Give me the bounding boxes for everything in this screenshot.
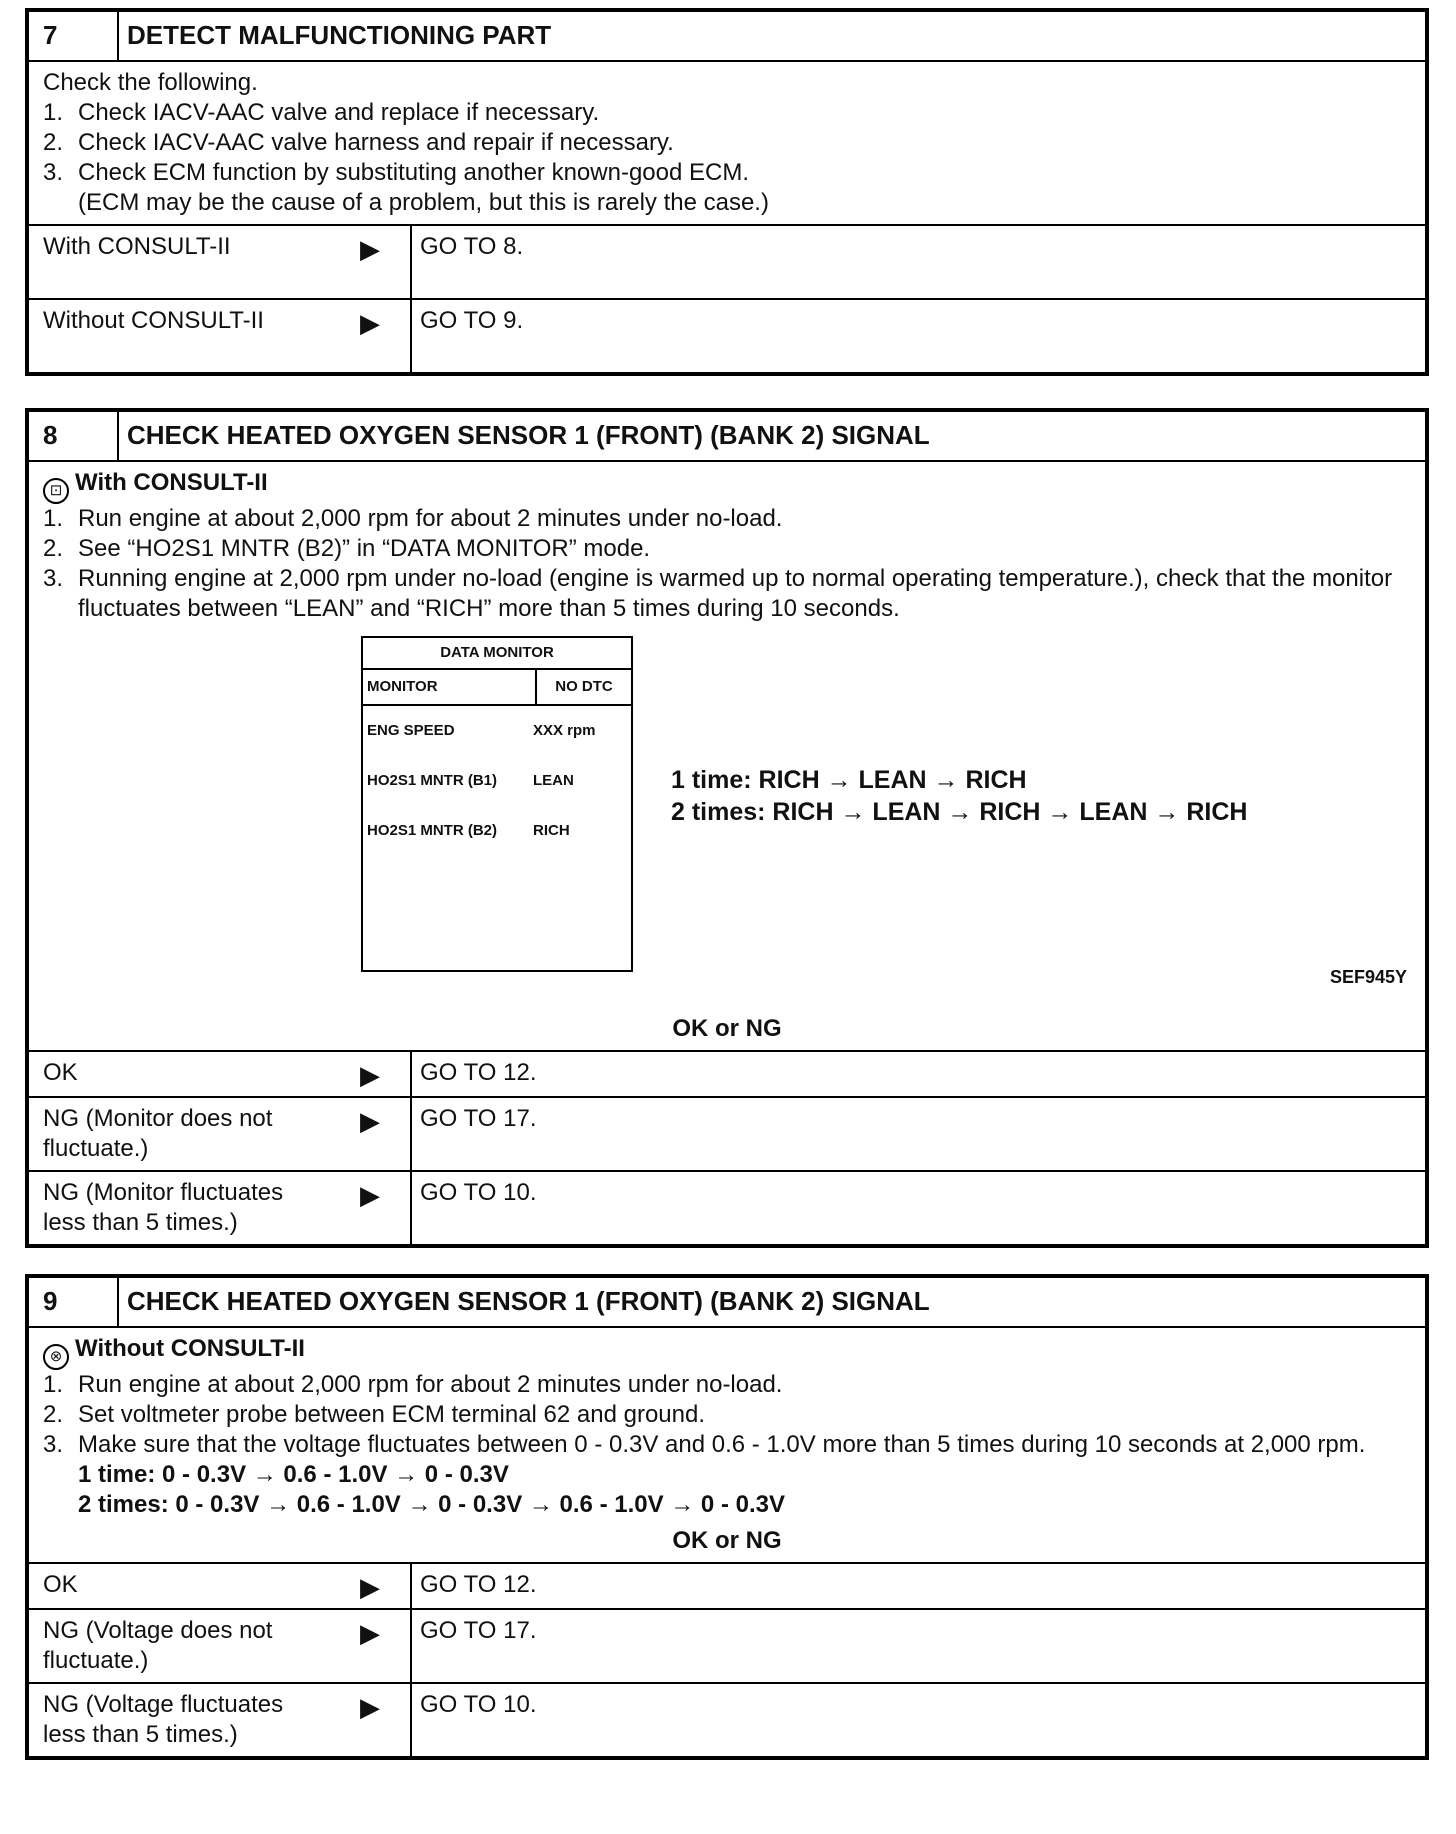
- result-row: [29, 1562, 1425, 1608]
- sequence-line: 2 times: RICH → LEAN → RICH → LEAN → RICH: [671, 798, 1248, 826]
- data-monitor-screen: [361, 636, 633, 972]
- item-text: Run engine at about 2,000 rpm for about 2 minutes under no-load.: [78, 505, 783, 532]
- consult-icon: ⊡: [43, 478, 69, 504]
- step-number: 8: [29, 412, 119, 460]
- result-row: [29, 1170, 1425, 1244]
- condition-label: Without CONSULT-II: [43, 307, 264, 334]
- result-row: [29, 1050, 1425, 1096]
- list-item: [43, 158, 1411, 188]
- item-text: See “HO2S1 MNTR (B2)” in “DATA MONITOR” mode.: [78, 535, 651, 562]
- condition-label: NG (Voltage fluctuates less than 5 times.): [43, 1691, 284, 1748]
- item-number: 1.: [43, 1371, 64, 1398]
- monitor-row: [363, 806, 631, 856]
- action-link[interactable]: GO TO 17.: [420, 1617, 537, 1644]
- monitor-key: HO2S1 MNTR (B2): [367, 822, 498, 839]
- result-row: [29, 1682, 1425, 1756]
- action-link[interactable]: GO TO 8.: [420, 233, 524, 260]
- voltage-sequence: 1 time: 0 - 0.3V → 0.6 - 1.0V → 0 - 0.3V: [78, 1461, 509, 1488]
- item-number: 1.: [43, 99, 64, 126]
- step-number: 7: [29, 12, 119, 60]
- arrow-icon: ▶: [360, 1692, 380, 1722]
- arrow-icon: ▶: [360, 1060, 380, 1090]
- step-header: [29, 1278, 1425, 1328]
- item-text: Run engine at about 2,000 rpm for about 2 minutes under no-load.: [78, 1371, 783, 1398]
- step-7-block: [25, 8, 1429, 376]
- item-text: Running engine at 2,000 rpm under no-load (engine is warmed up to normal operating temperature.), check that the monitor fluctuates between “LEAN” and “RICH” more than 5 times during 10 seconds.: [78, 565, 1393, 622]
- monitor-key: HO2S1 MNTR (B1): [367, 772, 498, 789]
- arrow-icon: ▶: [360, 1618, 380, 1648]
- list-item: [43, 504, 1411, 534]
- arrow-icon: ▶: [360, 308, 380, 338]
- mode-label: Without CONSULT-II: [75, 1335, 305, 1362]
- condition-label: NG (Monitor fluctuates less than 5 times.): [43, 1179, 284, 1236]
- monitor-value: XXX rpm: [533, 722, 596, 739]
- sequence-line: 1 time: RICH → LEAN → RICH: [671, 766, 1027, 794]
- action-link[interactable]: GO TO 9.: [420, 307, 524, 334]
- monitor-column-header: MONITOR: [363, 670, 537, 704]
- voltage-sequence: 2 times: 0 - 0.3V → 0.6 - 1.0V → 0 - 0.3V → 0.6 - 1.0V → 0 - 0.3V: [78, 1491, 785, 1518]
- figure-id: SEF945Y: [1329, 967, 1407, 987]
- action-link[interactable]: GO TO 12.: [420, 1571, 537, 1598]
- result-row: [29, 1608, 1425, 1682]
- list-item: [43, 1430, 1411, 1460]
- step-8-block: [25, 408, 1429, 1248]
- ok-ng-heading: OK or NG: [672, 1015, 782, 1042]
- condition-label: NG (Voltage does not fluctuate.): [43, 1617, 273, 1674]
- monitor-row: [363, 706, 631, 756]
- step-title: CHECK HEATED OXYGEN SENSOR 1 (FRONT) (BANK 2) SIGNAL: [127, 420, 930, 450]
- condition-label: OK: [43, 1059, 78, 1086]
- mode-label: With CONSULT-II: [75, 469, 268, 496]
- result-row: [29, 1096, 1425, 1170]
- condition-label: OK: [43, 1571, 78, 1598]
- item-text: Check IACV-AAC valve harness and repair if necessary.: [78, 129, 674, 156]
- condition-label: With CONSULT-II: [43, 233, 231, 260]
- condition-label: NG (Monitor does not fluctuate.): [43, 1105, 273, 1162]
- list-item: [43, 98, 1411, 128]
- arrow-icon: ▶: [360, 1180, 380, 1210]
- step-header: [29, 12, 1425, 62]
- step-title: DETECT MALFUNCTIONING PART: [127, 20, 552, 50]
- dtc-column-header: NO DTC: [555, 678, 613, 695]
- list-item: [43, 534, 1411, 564]
- step-title: CHECK HEATED OXYGEN SENSOR 1 (FRONT) (BANK 2) SIGNAL: [127, 1286, 930, 1316]
- arrow-icon: ▶: [360, 1572, 380, 1602]
- step-body: [29, 62, 1425, 224]
- ok-ng-heading: OK or NG: [672, 1527, 782, 1554]
- item-text: Check IACV-AAC valve and replace if necessary.: [78, 99, 600, 126]
- item-number: 2.: [43, 1401, 64, 1428]
- item-text: Make sure that the voltage fluctuates between 0 - 0.3V and 0.6 - 1.0V more than 5 times during 10 seconds at 2,000 rpm.: [78, 1431, 1366, 1458]
- result-row: [29, 298, 1425, 372]
- item-number: 2.: [43, 129, 64, 156]
- arrow-icon: ▶: [360, 234, 380, 264]
- step-header: [29, 412, 1425, 462]
- step-number: 9: [29, 1278, 119, 1326]
- note-text: (ECM may be the cause of a problem, but this is rarely the case.): [78, 189, 769, 216]
- item-text: Check ECM function by substituting another known-good ECM.: [78, 159, 750, 186]
- list-item: [43, 1400, 1411, 1430]
- fluctuation-sequence: [671, 764, 1247, 828]
- result-row: [29, 224, 1425, 298]
- action-link[interactable]: GO TO 10.: [420, 1179, 537, 1206]
- intro-text: Check the following.: [43, 69, 258, 96]
- item-number: 3.: [43, 159, 64, 186]
- item-text: Set voltmeter probe between ECM terminal 62 and ground.: [78, 1401, 706, 1428]
- no-consult-icon: ⊗: [43, 1344, 69, 1370]
- step-9-block: [25, 1274, 1429, 1760]
- arrow-icon: ▶: [360, 1106, 380, 1136]
- data-monitor-title: DATA MONITOR: [363, 638, 631, 670]
- action-link[interactable]: GO TO 17.: [420, 1105, 537, 1132]
- data-monitor-figure: [43, 624, 1411, 1014]
- item-number: 3.: [43, 565, 64, 592]
- action-link[interactable]: GO TO 12.: [420, 1059, 537, 1086]
- action-link[interactable]: GO TO 10.: [420, 1691, 537, 1718]
- list-item: [43, 564, 1411, 624]
- monitor-value: RICH: [533, 822, 570, 839]
- list-item: [43, 1370, 1411, 1400]
- item-number: 1.: [43, 505, 64, 532]
- monitor-key: ENG SPEED: [367, 722, 455, 739]
- step-body: [29, 462, 1425, 1050]
- list-item: [43, 128, 1411, 158]
- monitor-row: [363, 756, 631, 806]
- step-body: [29, 1328, 1425, 1562]
- item-number: 3.: [43, 1431, 64, 1458]
- item-number: 2.: [43, 535, 64, 562]
- monitor-value: LEAN: [533, 772, 574, 789]
